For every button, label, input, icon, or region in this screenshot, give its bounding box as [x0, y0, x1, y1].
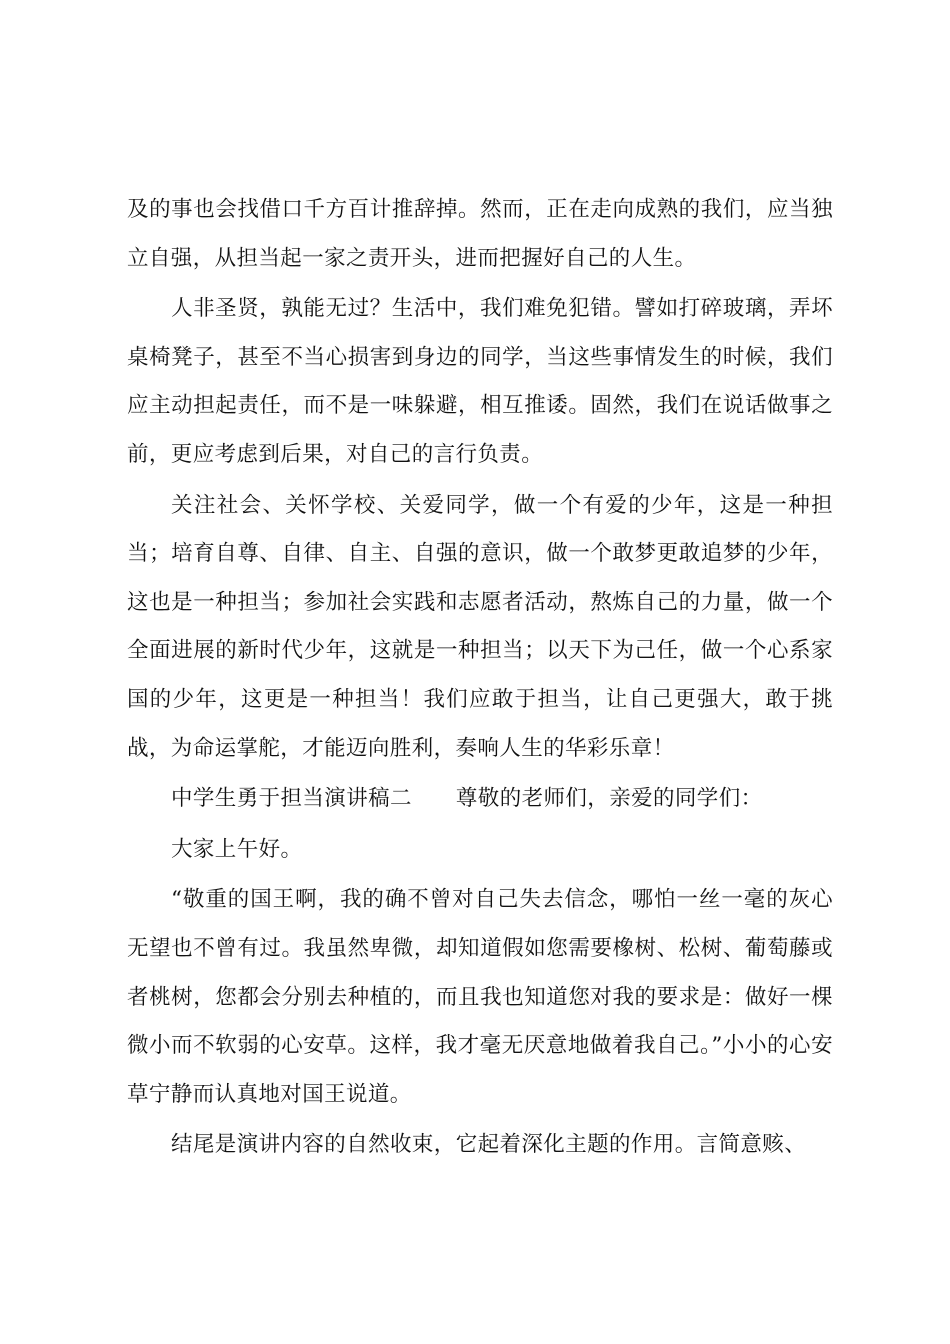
paragraph-1: 及的事也会找借口千方百计推辞掉。然而，正在走向成熟的我们，应当独立自强，从担当起一家之责开头，进而把握好自己的人生。	[127, 197, 833, 271]
closing-paragraph: 结尾是演讲内容的自然收束，它起着深化主题的作用。言简意赅、	[171, 1132, 807, 1158]
paragraph-2: 人非圣贤，孰能无过？生活中，我们难免犯错。譬如打碎玻璃，弄坏桌椅凳子，甚至不当心损害到身边的同学，当这些事情发生的时候，我们应主动担起责任，而不是一味躲避，相互推诿。固然，我们在说话做事之前，更应考虑到后果，对自己的言行负责。	[127, 296, 833, 467]
greeting: 大家上午好。	[171, 836, 303, 862]
section-heading-line	[127, 775, 833, 824]
salutation: 尊敬的老师们，亲爱的同学们：	[455, 786, 763, 812]
paragraph-3: 关注社会、关怀学校、关爱同学，做一个有爱的少年，这是一种担当；培育自尊、自律、自主、自强的意识，做一个敢梦更敢追梦的少年，这也是一种担当；参加社会实践和志愿者活动，熬炼自己的力量，做一个全面进展的新时代少年，这就是一种担当；以天下为己任，做一个心系家国的少年，这更是一种担当！我们应敢于担当，让自己更强大，敢于挑战，为命运掌舵，才能迈向胜利，奏响人生的华彩乐章！	[127, 492, 833, 761]
section-title: 中学生勇于担当演讲稿二	[171, 786, 412, 812]
document-body	[127, 186, 833, 1172]
quote-paragraph: “敬重的国王啊，我的确不曾对自己失去信念，哪怕一丝一毫的灰心无望也不曾有过。我虽然卑微，却知道假如您需要橡树、松树、葡萄藤或者桃树，您都会分别去种植的，而且我也知道您对我的要求是：做好一棵微小而不软弱的心安草。这样，我才毫无厌意地做着我自己。”小小的心安草宁静而认真地对国王说道。	[127, 887, 833, 1107]
